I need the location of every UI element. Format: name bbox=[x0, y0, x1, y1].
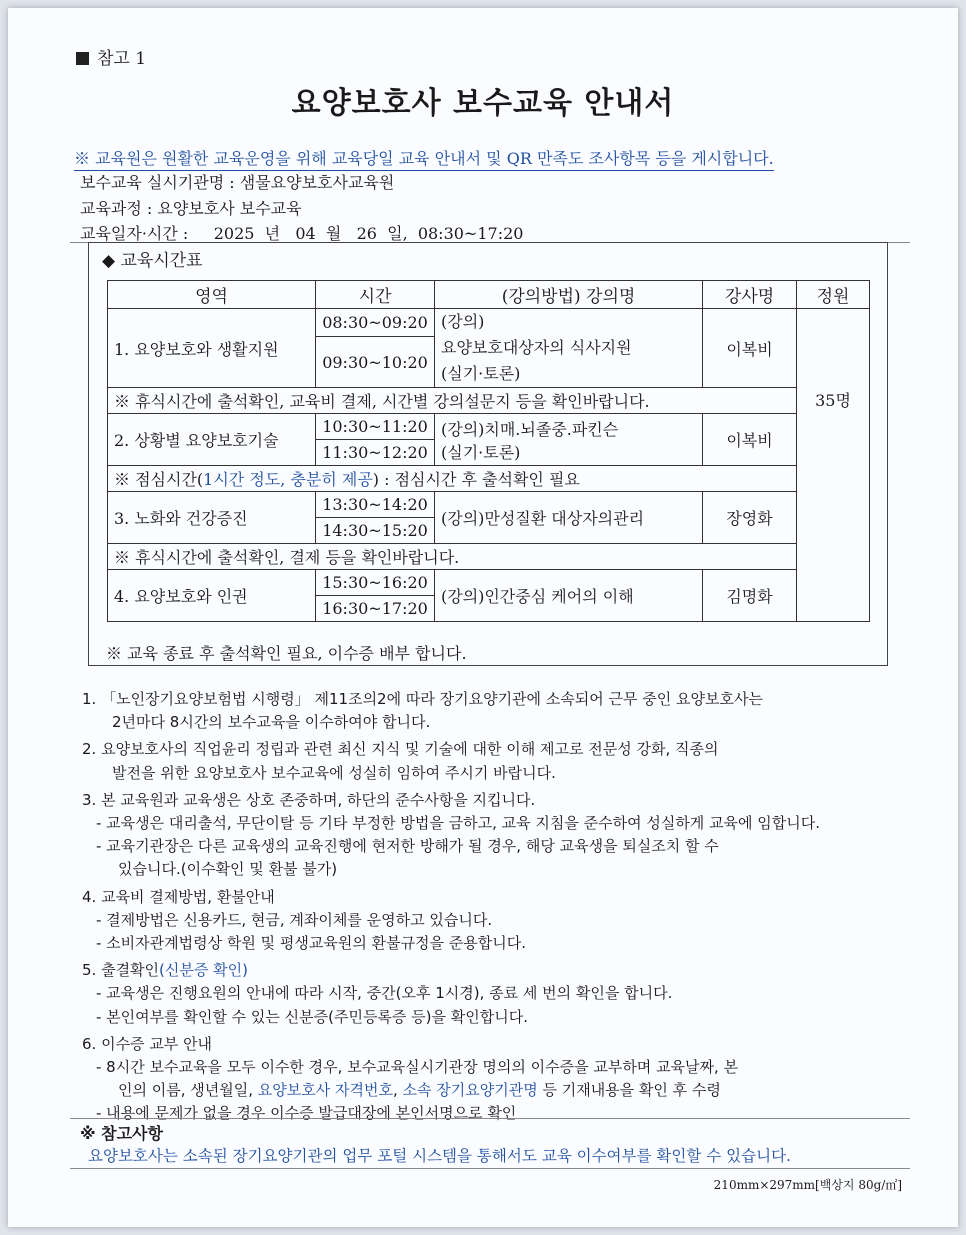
time-cell: 15:30~16:20 bbox=[316, 570, 435, 596]
list-item: 발전을 위한 요양보호사 보수교육에 성실히 임하여 주시기 바랍니다. bbox=[112, 763, 556, 782]
guidelines-list bbox=[82, 688, 912, 1126]
lecture-line: (강의) bbox=[441, 312, 485, 331]
list-item: 2년마다 8시간의 보수교육을 이수하여야 합니다. bbox=[112, 713, 431, 732]
institution-name: 보수교육 실시기관명 : 샘물요양보호사교육원 bbox=[80, 173, 395, 192]
instructor-cell: 이복비 bbox=[703, 309, 797, 388]
list-item-highlight: 소속 장기요양기관명 bbox=[402, 1081, 538, 1100]
schedule-table bbox=[107, 280, 870, 622]
reference-body: 요양보호사는 소속된 장기요양기관의 업무 포털 시스템을 통해서도 교육 이수여부를 확인할 수 있습니다. bbox=[88, 1147, 791, 1165]
list-item: - 소비자관계법령상 학원 및 평생교육원의 환불규정을 준용합니다. bbox=[96, 934, 527, 953]
lecture-cell bbox=[435, 414, 703, 466]
list-item bbox=[82, 959, 912, 982]
list-item: - 8시간 보수교육을 모두 이수한 경우, 보수교육실시기관장 명의의 이수증을 교부하며 교육날짜, 본 bbox=[96, 1058, 739, 1077]
area-cell: 1. 요양보호와 생활지원 bbox=[108, 309, 316, 388]
lecture-cell bbox=[435, 309, 703, 388]
lunch-note-prefix: ※ 점심시간( bbox=[114, 470, 204, 489]
list-item-text: 인의 이름, 생년월일, bbox=[118, 1081, 258, 1100]
list-item: - 내용에 문제가 없을 경우 이수증 발급대장에 본인서명으로 확인 bbox=[96, 1104, 517, 1123]
time-cell: 08:30~09:20 bbox=[316, 309, 435, 337]
instructor-cell: 장영화 bbox=[703, 492, 797, 544]
reference-label-text: 참고 1 bbox=[97, 49, 147, 69]
list-item bbox=[82, 1079, 912, 1102]
list-item-text: 등 기재내용을 확인 후 수령 bbox=[537, 1081, 721, 1100]
time-cell: 11:30~12:20 bbox=[316, 440, 435, 466]
list-item: 4. 교육비 결제방법, 환불안내 bbox=[82, 887, 275, 906]
lunch-note-highlight: 1시간 정도, 충분히 제공 bbox=[203, 470, 373, 489]
lecture-cell: (강의)인간중심 케어의 이해 bbox=[435, 570, 703, 622]
time-cell: 13:30~14:20 bbox=[316, 492, 435, 518]
header-area: 영역 bbox=[108, 281, 316, 309]
capacity-value: 35명 bbox=[815, 390, 851, 410]
time-cell: 09:30~10:20 bbox=[316, 337, 435, 388]
area-cell: 3. 노화와 건강증진 bbox=[108, 492, 316, 544]
table-note-row bbox=[108, 466, 870, 492]
list-item: - 교육기관장은 다른 교육생의 교육진행에 현저한 방해가 될 경우, 해당 교육생을 퇴실조치 할 수 bbox=[96, 837, 719, 856]
list-item: - 교육생은 진행요원의 안내에 따라 시작, 중간(오후 1시경), 종료 세 번의 확인을 합니다. bbox=[96, 984, 673, 1003]
lecture-line: (강의)치매.뇌졸중.파킨슨 bbox=[441, 419, 619, 439]
list-item-highlight: (신분증 확인) bbox=[159, 961, 248, 980]
divider bbox=[70, 1118, 910, 1119]
header-time: 시간 bbox=[316, 281, 435, 309]
lecture-line: (실기·토론) bbox=[441, 364, 521, 383]
list-item-text: 5. 출결확인 bbox=[82, 961, 160, 980]
lunch-note bbox=[108, 466, 797, 492]
header-instructor: 강사명 bbox=[703, 281, 797, 309]
schedule-footer: ※ 교육 종료 후 출석확인 필요, 이수증 배부 합니다. bbox=[106, 644, 467, 663]
notice-text: ※ 교육원은 원활한 교육운영을 위해 교육당일 교육 안내서 및 QR 만족도 조사항목 등을 게시합니다. bbox=[74, 146, 774, 171]
table-header-row bbox=[108, 281, 870, 309]
lecture-line: 요양보호대상자의 식사지원 bbox=[441, 338, 632, 357]
table-row bbox=[108, 309, 870, 337]
area-cell: 2. 상황별 요양보호기술 bbox=[108, 414, 316, 466]
list-item: 6. 이수증 교부 안내 bbox=[82, 1034, 213, 1053]
schedule-title: ◆ 교육시간표 bbox=[102, 251, 203, 271]
list-item: 1. 「노인장기요양보험법 시행령」 제11조의2에 따라 장기요양기관에 소속되어 근무 중인 요양보호사는 bbox=[82, 690, 763, 708]
list-item-highlight: 요양보호사 자격번호 bbox=[257, 1081, 393, 1100]
break-note: ※ 휴식시간에 출석확인, 결제 등을 확인바랍니다. bbox=[108, 544, 797, 570]
paper-spec: 210mm×297mm[백상지 80g/㎡] bbox=[713, 1178, 902, 1192]
instructor-cell: 김명화 bbox=[703, 570, 797, 622]
list-item: 있습니다.(이수확인 및 환불 불가) bbox=[118, 860, 338, 879]
table-note-row bbox=[108, 388, 870, 414]
table-row bbox=[108, 492, 870, 518]
capacity-cell-top bbox=[797, 309, 870, 388]
list-item: - 결제방법은 신용카드, 현금, 계좌이체를 운영하고 있습니다. bbox=[96, 910, 493, 929]
education-date: 교육일자·시간 : 2025 년 04 월 26 일, 08:30~17:20 bbox=[80, 224, 524, 243]
list-item: 3. 본 교육원과 교육생은 상호 존중하며, 하단의 준수사항을 지킵니다. bbox=[82, 790, 536, 809]
table-row bbox=[108, 570, 870, 596]
area-cell: 4. 요양보호와 인권 bbox=[108, 570, 316, 622]
time-cell: 14:30~15:20 bbox=[316, 518, 435, 544]
time-cell: 10:30~11:20 bbox=[316, 414, 435, 440]
course-name: 교육과정 : 요양보호사 보수교육 bbox=[80, 199, 302, 218]
header-capacity: 정원 bbox=[797, 281, 870, 309]
divider bbox=[70, 1168, 910, 1169]
document-page bbox=[8, 8, 958, 1227]
capacity-cell bbox=[797, 388, 870, 518]
lecture-cell: (강의)만성질환 대상자의관리 bbox=[435, 492, 703, 544]
table-note-row bbox=[108, 544, 870, 570]
lunch-note-suffix: ) : 점심시간 후 출석확인 필요 bbox=[372, 470, 580, 489]
list-item: - 본인여부를 확인할 수 있는 신분증(주민등록증 등)을 확인합니다. bbox=[96, 1007, 529, 1026]
capacity-cell-bottom bbox=[797, 518, 870, 622]
lecture-line: (실기·토론) bbox=[441, 442, 521, 462]
reference-title: ※ 참고사항 bbox=[80, 1124, 163, 1143]
break-note: ※ 휴식시간에 출석확인, 교육비 결제, 시간별 강의설문지 등을 확인바랍니다. bbox=[108, 388, 797, 414]
time-cell: 16:30~17:20 bbox=[316, 596, 435, 622]
list-item: 2. 요양보호사의 직업윤리 정립과 관련 최신 지식 및 기술에 대한 이해 제고로 전문성 강화, 직종의 bbox=[82, 740, 719, 759]
list-item-text: , bbox=[392, 1081, 403, 1100]
instructor-cell: 이복비 bbox=[703, 414, 797, 466]
reference-label bbox=[76, 44, 146, 69]
page-title: 요양보호사 보수교육 안내서 bbox=[291, 86, 675, 121]
square-bullet-icon bbox=[76, 52, 89, 65]
header-lecture: (강의방법) 강의명 bbox=[435, 281, 703, 309]
table-row bbox=[108, 414, 870, 440]
list-item: - 교육생은 대리출석, 무단이탈 등 기타 부정한 방법을 금하고, 교육 지침을 준수하여 성실하게 교육에 임합니다. bbox=[96, 814, 821, 833]
